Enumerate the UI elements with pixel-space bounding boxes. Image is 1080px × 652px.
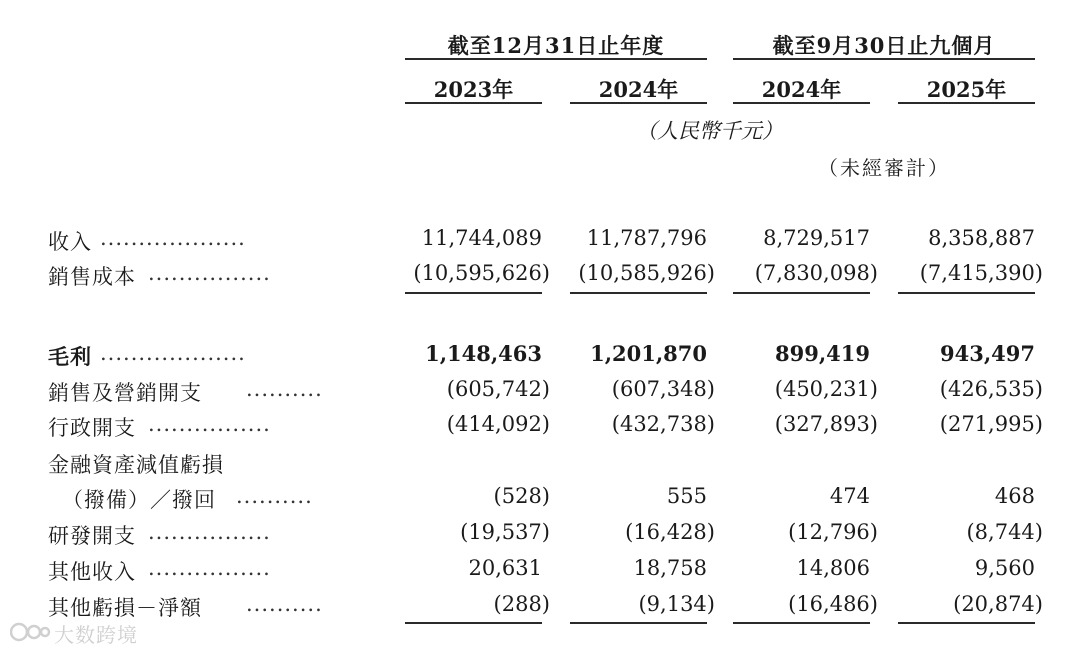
leader-dots: ................... — [100, 226, 246, 250]
group-header-nine-months-rule — [733, 58, 1035, 60]
row-value-col4: (271,995) — [939, 412, 1043, 436]
total-rule-col3 — [733, 622, 870, 624]
year-rule-col2 — [570, 102, 707, 104]
year-rule-col3 — [733, 102, 870, 104]
row-value-col3: (12,796) — [788, 520, 878, 544]
row-label: 銷售成本 — [48, 265, 136, 289]
group-header-nine-months: 截至9月30日止九個月 — [772, 33, 996, 58]
row-value-col3: 899,419 — [775, 341, 870, 366]
group-header-fiscal-year: 截至12月31日止年度 — [447, 33, 665, 58]
leader-dots: .......... — [246, 377, 323, 401]
row-value-col3: (16,486) — [788, 592, 878, 616]
row-value-col1: (19,537) — [460, 520, 550, 544]
watermark — [10, 617, 140, 647]
row-value-col4: (20,874) — [953, 592, 1043, 616]
row-label: 研發開支 — [48, 524, 136, 548]
row-value-col2: (607,348) — [611, 377, 715, 401]
subtotal-rule-col4 — [898, 292, 1035, 294]
row-value-col3: (450,231) — [774, 377, 878, 401]
row-label: 金融資產減值虧損 — [48, 453, 224, 477]
row-value-col2: 1,201,870 — [590, 341, 707, 366]
row-label: 其他收入 — [48, 560, 136, 584]
row-value-col4: 8,358,887 — [928, 226, 1035, 250]
total-rule-col4 — [898, 622, 1035, 624]
total-rule-col1 — [405, 622, 542, 624]
row-value-col1: (288) — [493, 592, 550, 616]
watermark-text: 大数跨境 — [54, 623, 138, 647]
row-value-col4: (426,535) — [939, 377, 1043, 401]
row-label: 銷售及營銷開支 — [48, 381, 202, 405]
leader-dots: .......... — [246, 592, 323, 616]
group-header-fiscal-year-rule — [405, 58, 707, 60]
year-rule-col4 — [898, 102, 1035, 104]
watermark-logo-icon — [10, 619, 52, 645]
row-value-col4: (8,744) — [966, 520, 1043, 544]
row-value-col2: (9,134) — [638, 592, 715, 616]
row-value-col1: (605,742) — [446, 377, 550, 401]
row-value-col3: 474 — [829, 484, 870, 508]
row-label: （撥備）／撥回 — [62, 488, 216, 512]
leader-dots: .......... — [236, 484, 313, 508]
row-value-col2: (10,585,926) — [578, 261, 715, 285]
row-label: 毛利 — [48, 344, 92, 369]
subtotal-rule-col2 — [570, 292, 707, 294]
row-value-col3: (327,893) — [774, 412, 878, 436]
leader-dots: ................... — [100, 341, 246, 365]
row-value-col3: 14,806 — [796, 556, 870, 580]
year-rule-col1 — [405, 102, 542, 104]
subtotal-rule-col3 — [733, 292, 870, 294]
row-label: 其他虧損－淨額 — [48, 596, 202, 620]
row-value-col1: 1,148,463 — [425, 341, 542, 366]
row-value-col3: 8,729,517 — [763, 226, 870, 250]
year-header-col3: 2024年 — [761, 77, 842, 102]
row-label: 收入 — [48, 230, 92, 254]
total-rule-col2 — [570, 622, 707, 624]
leader-dots: ................ — [148, 412, 271, 436]
subtotal-rule-col1 — [405, 292, 542, 294]
row-value-col4: 468 — [994, 484, 1035, 508]
leader-dots: ................ — [148, 556, 271, 580]
leader-dots: ................ — [148, 520, 271, 544]
currency-note: （人民幣千元） — [636, 119, 783, 143]
row-value-col1: 20,631 — [468, 556, 542, 580]
row-value-col1: 11,744,089 — [421, 226, 542, 250]
row-value-col1: (528) — [493, 484, 550, 508]
leader-dots: ................ — [148, 261, 271, 285]
year-header-col2: 2024年 — [598, 77, 679, 102]
row-value-col1: (414,092) — [446, 412, 550, 436]
unaudited-note: （未經審計） — [818, 156, 950, 180]
row-value-col2: 11,787,796 — [586, 226, 707, 250]
row-label: 行政開支 — [48, 416, 136, 440]
row-value-col2: (432,738) — [611, 412, 715, 436]
row-value-col2: 18,758 — [633, 556, 707, 580]
row-value-col4: 9,560 — [974, 556, 1035, 580]
year-header-col1: 2023年 — [433, 77, 514, 102]
row-value-col4: 943,497 — [940, 341, 1035, 366]
row-value-col2: 555 — [666, 484, 707, 508]
row-value-col2: (16,428) — [625, 520, 715, 544]
row-value-col3: (7,830,098) — [754, 261, 878, 285]
row-value-col4: (7,415,390) — [919, 261, 1043, 285]
year-header-col4: 2025年 — [926, 77, 1007, 102]
row-value-col1: (10,595,626) — [413, 261, 550, 285]
